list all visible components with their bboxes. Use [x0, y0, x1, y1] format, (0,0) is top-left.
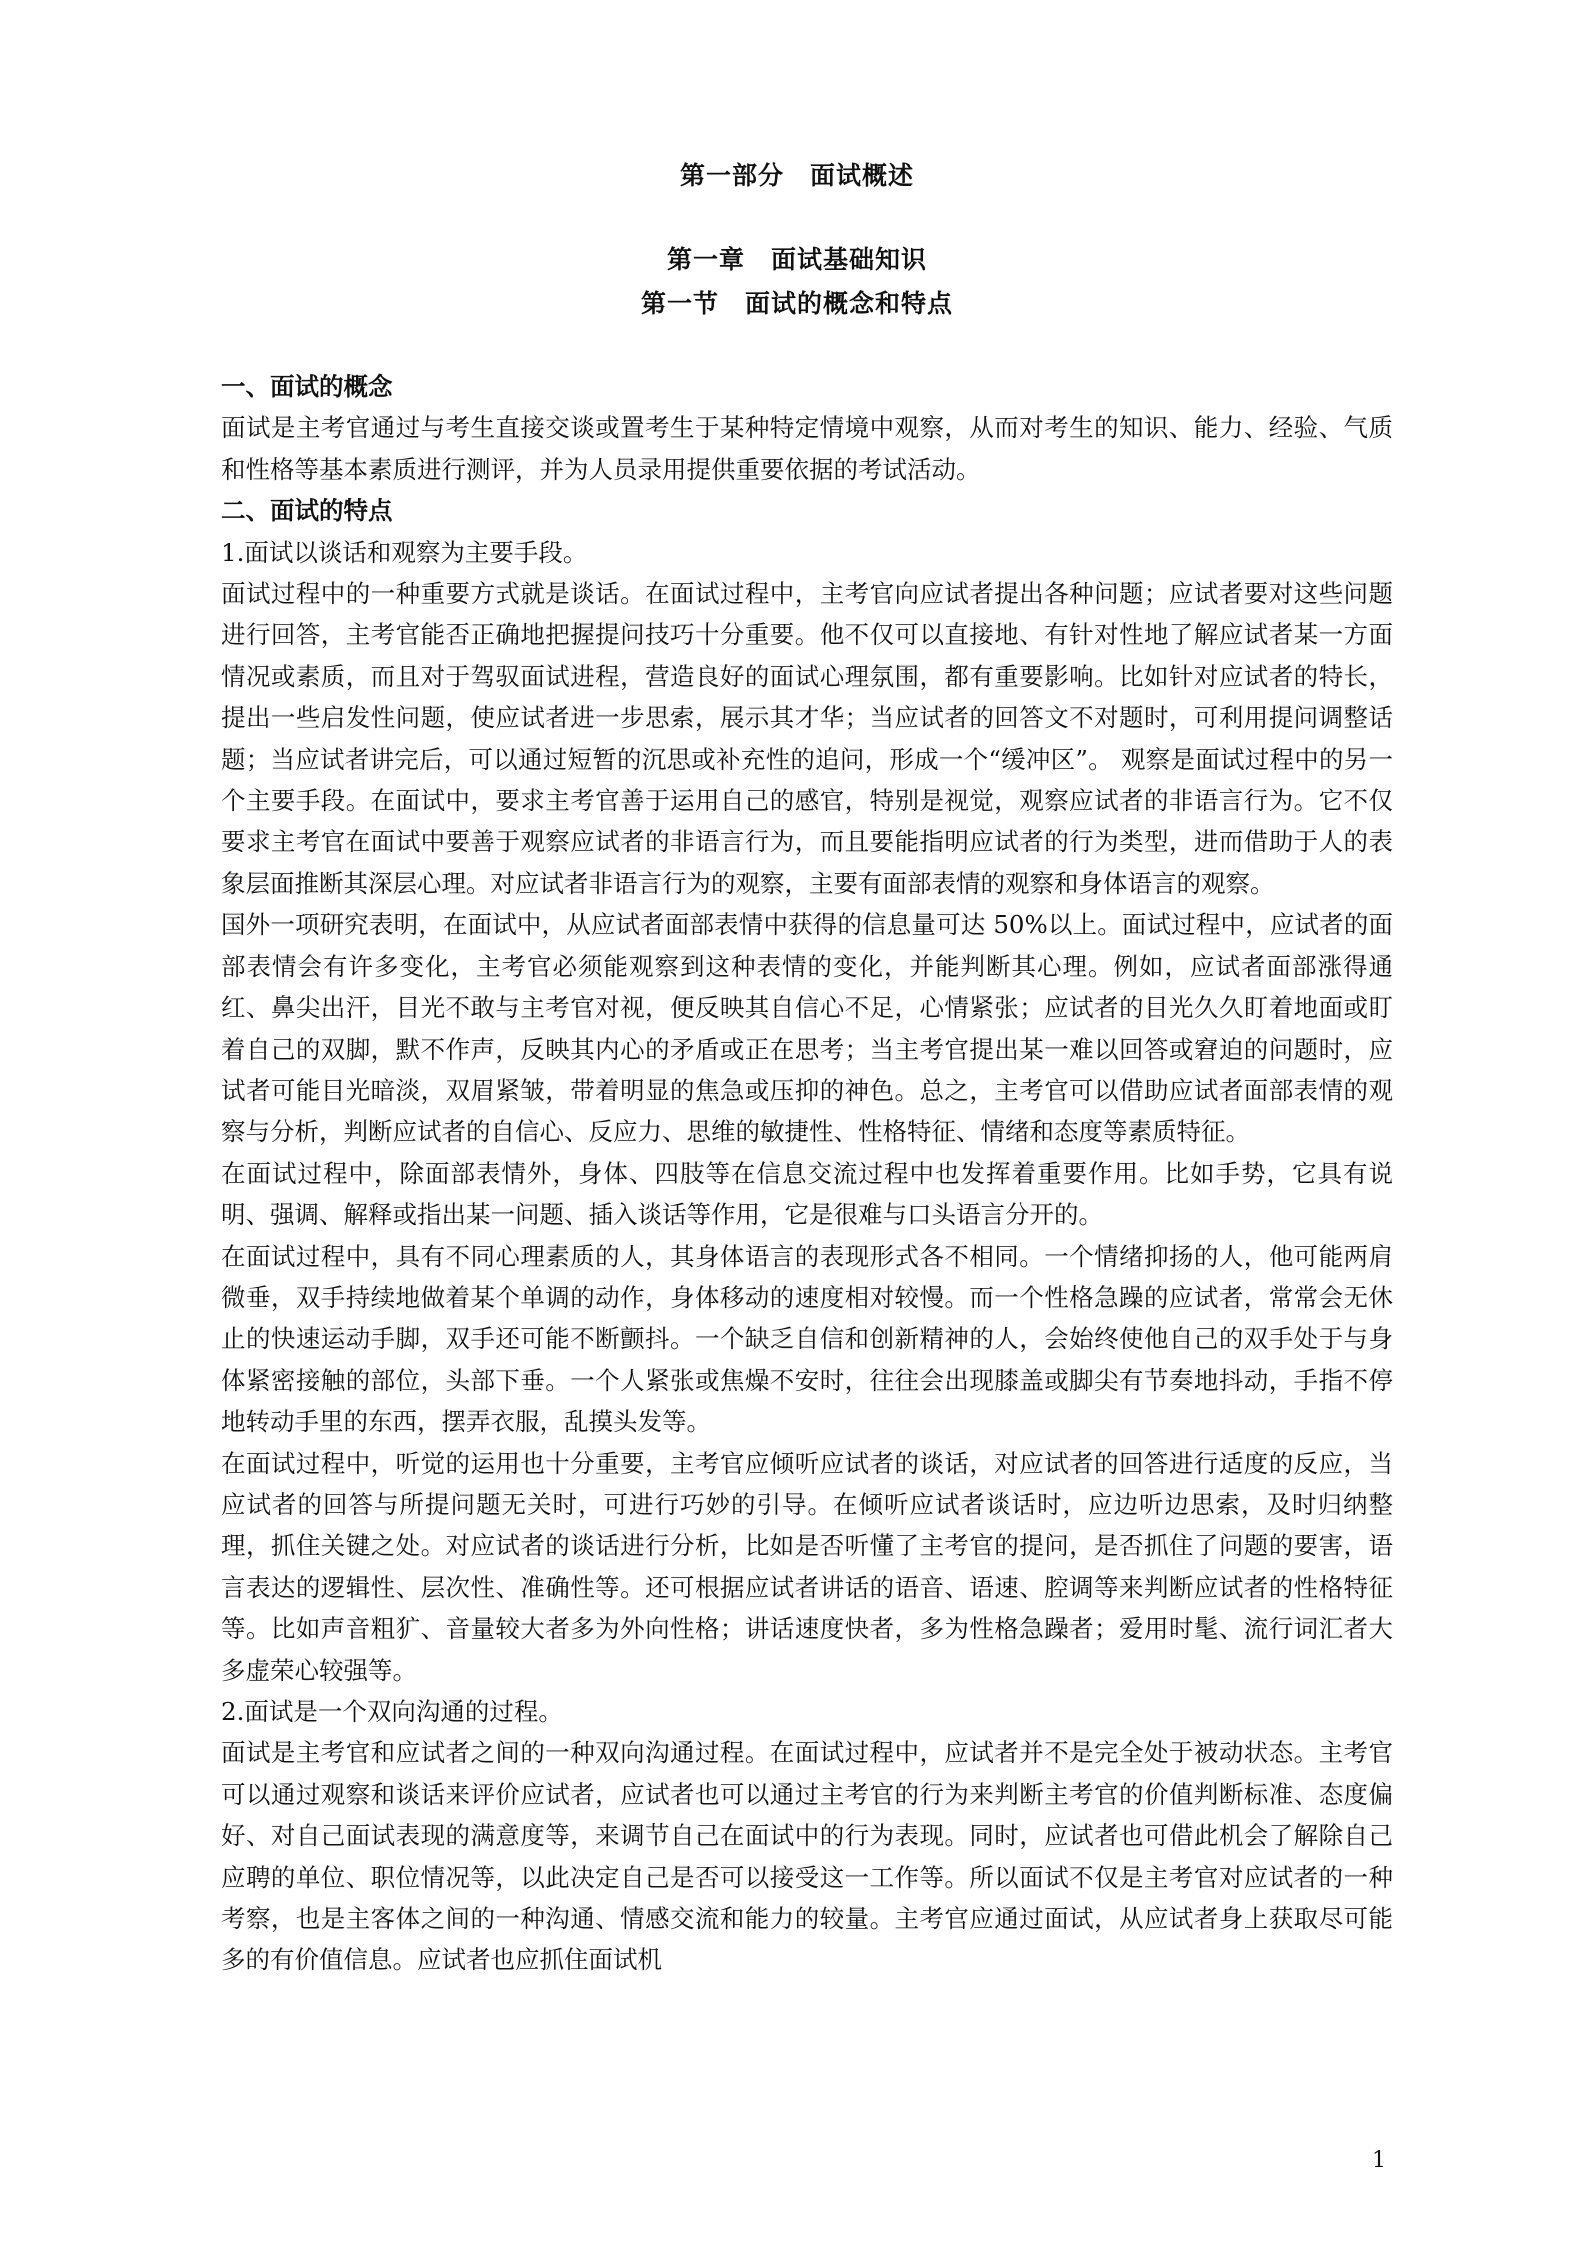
part-title: 第一部分 面试概述: [679, 161, 914, 190]
subheading-feature-1: 1.面试以谈话和观察为主要手段。: [221, 537, 588, 567]
paragraph-gestures: 在面试过程中，除面部表情外，身体、四肢等在信息交流过程中也发挥着重要作用。比如手势，它具有说明、强调、解释或指出某一问题、插入谈话等作用，它是很难与口头语言分开的。: [221, 1158, 1393, 1230]
chapter-title: 第一章 面试基础知识: [666, 245, 927, 274]
paragraph-concept: 面试是主考官通过与考生直接交谈或置考生于某种特定情境中观察，从而对考生的知识、能力、经验、气质和性格等基本素质进行测评，并为人员录用提供重要依据的考试活动。: [221, 413, 1393, 484]
paragraph-conversation: 面试过程中的一种重要方式就是谈话。在面试过程中，主考官向应试者提出各种问题；应试者要对这些问题进行回答，主考官能否正确地把握提问技巧十分重要。他不仅可以直接地、有针对性地了解应试者某一方面情况或素质，而且对于驾驭面试进程，营造良好的面试心理氛围，都有重要影响。比如针对应试者的特长，提出一些启发性问题，使应试者进一步思索，展示其才华；当应试者的回答文不对题时，可利用提问调整话题；当应试者讲完后，可以通过短暂的沉思或补充性的追问，形成一个“缓冲区”。 观察是面试过程中的另一个主要手段。在面试中，要求主考官善于运用自己的感官，特别是视觉，观察应试者的非语言行为。它不仅要求主考官在面试中要善于观察应试者的非语言行为，而且要能指明应试者的行为类型，进而借助于人的表象层面推断其深层心理。对应试者非语言行为的观察，主要有面部表情的观察和身体语言的观察。: [221, 579, 1393, 898]
paragraph-listening: 在面试过程中，听觉的运用也十分重要，主考官应倾听应试者的谈话，对应试者的回答进行适度的反应，当应试者的回答与所提问题无关时，可进行巧妙的引导。在倾听应试者谈话时，应边听边思索，及时归纳整理，抓住关键之处。对应试者的谈话进行分析，比如是否听懂了主考官的提问，是否抓住了问题的要害，语言表达的逻辑性、层次性、准确性等。还可根据应试者讲话的语音、语速、腔调等来判断应试者的性格特征等。比如声音粗犷、音量较大者多为外向性格；讲话速度快者，多为性格急躁者；爱用时髦、流行词汇者大多虚荣心较强等。: [221, 1448, 1393, 1685]
subheading-feature-2: 2.面试是一个双向沟通的过程。: [221, 1697, 563, 1726]
paragraph-body-language: 在面试过程中，具有不同心理素质的人，其身体语言的表现形式各不相同。一个情绪抑扬的人，他可能两肩微垂，双手持续地做着某个单调的动作，身体移动的速度相对较慢。而一个性格急躁的应试者，常常会无休止的快速运动手脚，双手还可能不断颤抖。一个缺乏自信和创新精神的人，会始终使他自己的双手处于与身体紧密接触的部位，头部下垂。一个人紧张或焦燥不安时，往往会出现膝盖或脚尖有节奏地抖动，手指不停地转动手里的东西，摆弄衣服，乱摸头发等。: [221, 1241, 1393, 1437]
document-body: [221, 366, 1393, 1981]
heading-features: 二、面试的特点: [221, 496, 393, 526]
page-number: 1: [1372, 2148, 1386, 2173]
heading-concept: 一、面试的概念: [221, 372, 393, 401]
paragraph-two-way-communication: 面试是主考官和应试者之间的一种双向沟通过程。在面试过程中，应试者并不是完全处于被动状态。主考官可以通过观察和谈话来评价应试者，应试者也可以通过主考官的行为来判断主考官的价值判断标准、态度偏好、对自己面试表现的满意度等，来调节自己在面试中的行为表现。同时，应试者也可借此机会了解除自己应聘的单位、职位情况等，以此决定自己是否可以接受这一工作等。所以面试不仅是主考官对应试者的一种考察，也是主客体之间的一种沟通、情感交流和能力的较量。主考官应通过面试，从应试者身上获取尽可能多的有价值信息。应试者也应抓住面试机: [221, 1738, 1393, 1975]
section-title: 第一节 面试的概念和特点: [640, 289, 953, 318]
paragraph-facial-expression: 国外一项研究表明，在面试中，从应试者面部表情中获得的信息量可达 50%以上。面试过程中，应试者的面部表情会有许多变化，主考官必须能观察到这种表情的变化，并能判断其心理。例如，应试者面部涨得通红、鼻尖出汗，目光不敢与主考官对视，便反映其自信心不足，心情紧张；应试者的目光久久盯着地面或盯着自己的双脚，默不作声，反映其内心的矛盾或正在思考；当主考官提出某一难以回答或窘迫的问题时，应试者可能目光暗淡，双眉紧皱，带着明显的焦急或压抑的神色。总之，主考官可以借助应试者面部表情的观察与分析，判断应试者的自信心、反应力、思维的敏捷性、性格特征、情绪和态度等素质特征。: [221, 910, 1393, 1147]
